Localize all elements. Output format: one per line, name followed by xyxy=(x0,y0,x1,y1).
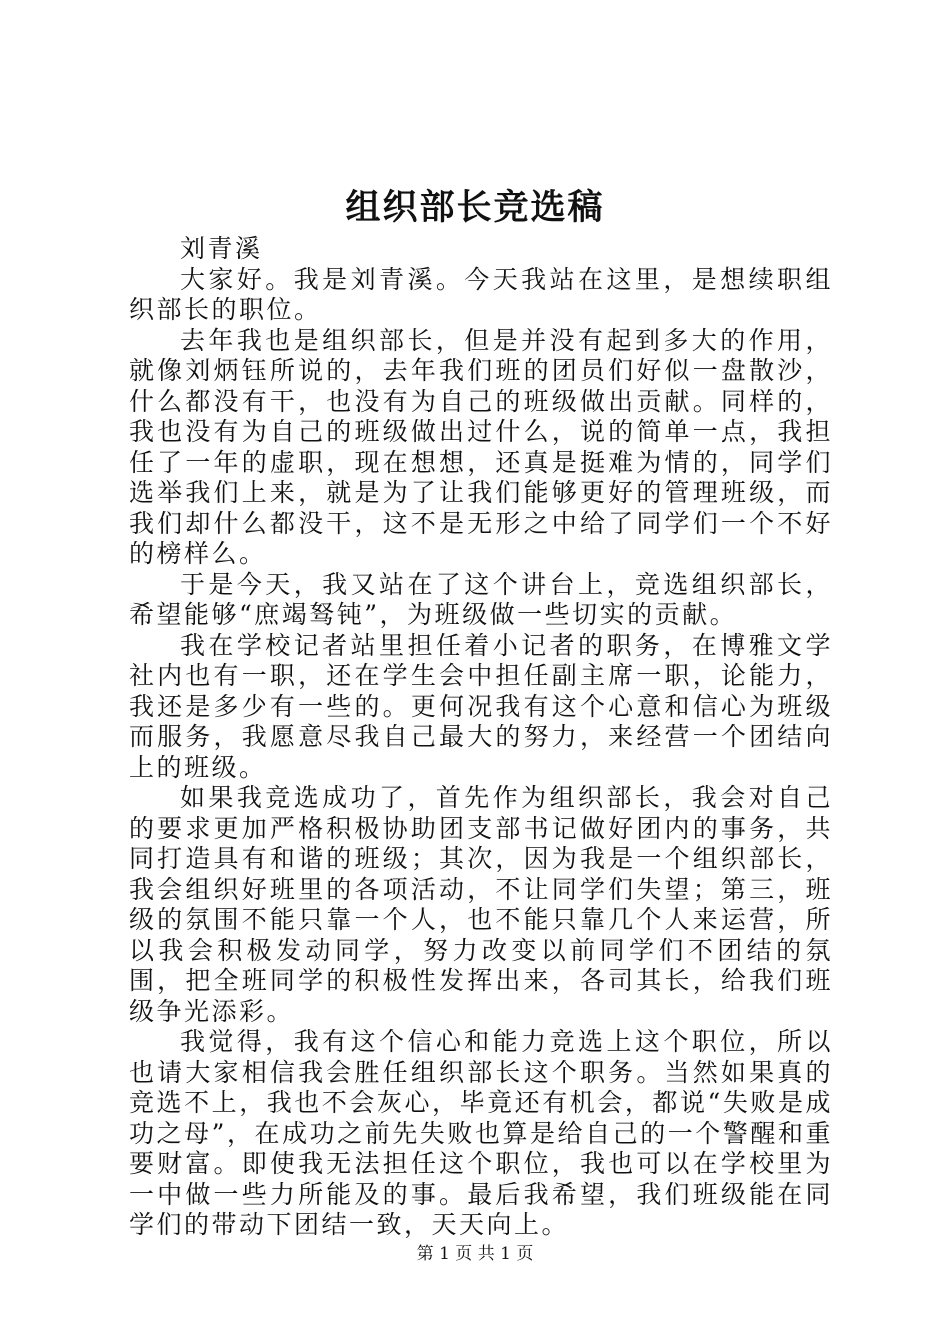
paragraph-1: 大家好。我是刘青溪。今天我站在这里，是想续职组织部长的职位。 xyxy=(129,264,833,324)
paragraph-2: 去年我也是组织部长，但是并没有起到多大的作用，就像刘炳钰所说的，去年我们班的团员们好似一盘散沙，什么都没有干，也没有为自己的班级做出贡献。同样的，我也没有为自己的班级做出过什么，说的简单一点，我担任了一年的虚职，现在想想，还真是挺难为情的，同学们选举我们上来，就是为了让我们能够更好的管理班级，而我们却什么都没干，这不是无形之中给了同学们一个不好的榜样么。 xyxy=(129,325,833,568)
paragraph-5: 如果我竞选成功了，首先作为组织部长，我会对自己的要求更加严格积极协助团支部书记做好团内的事务，共同打造具有和谐的班级；其次，因为我是一个组织部长，我会组织好班里的各项活动，不让同学们失望；第三，班级的氛围不能只靠一个人，也不能只靠几个人来运营，所以我会积极发动同学，努力改变以前同学们不团结的氛围，把全班同学的积极性发挥出来，各司其长，给我们班级争光添彩。 xyxy=(129,783,833,1026)
paragraph-4: 我在学校记者站里担任着小记者的职务，在博雅文学社内也有一职，还在学生会中担任副主席一职，论能力，我还是多少有一些的。更何况我有这个心意和信心为班级而服务，我愿意尽我自己最大的努力，来经营一个团结向上的班级。 xyxy=(129,630,833,782)
page-number-footer: 第 1 页 共 1 页 xyxy=(416,1244,534,1264)
document-body xyxy=(129,234,833,1241)
paragraph-6: 我觉得，我有这个信心和能力竞选上这个职位，所以也请大家相信我会胜任组织部长这个职务。当然如果真的竞选不上，我也不会灰心，毕竟还有机会，都说“失败是成功之母”，在成功之前先失败也算是给自己的一个警醒和重要财富。即使我无法担任这个职位，我也可以在学校里为一中做一些力所能及的事。最后我希望，我们班级能在同学们的带动下团结一致，天天向上。 xyxy=(129,1027,833,1239)
paragraph-3: 于是今天，我又站在了这个讲台上，竞选组织部长，希望能够“庶竭驽钝”，为班级做一些切实的贡献。 xyxy=(129,569,833,629)
document-title: 组织部长竞选稿 xyxy=(345,187,605,228)
author-name: 刘青溪 xyxy=(180,234,263,263)
